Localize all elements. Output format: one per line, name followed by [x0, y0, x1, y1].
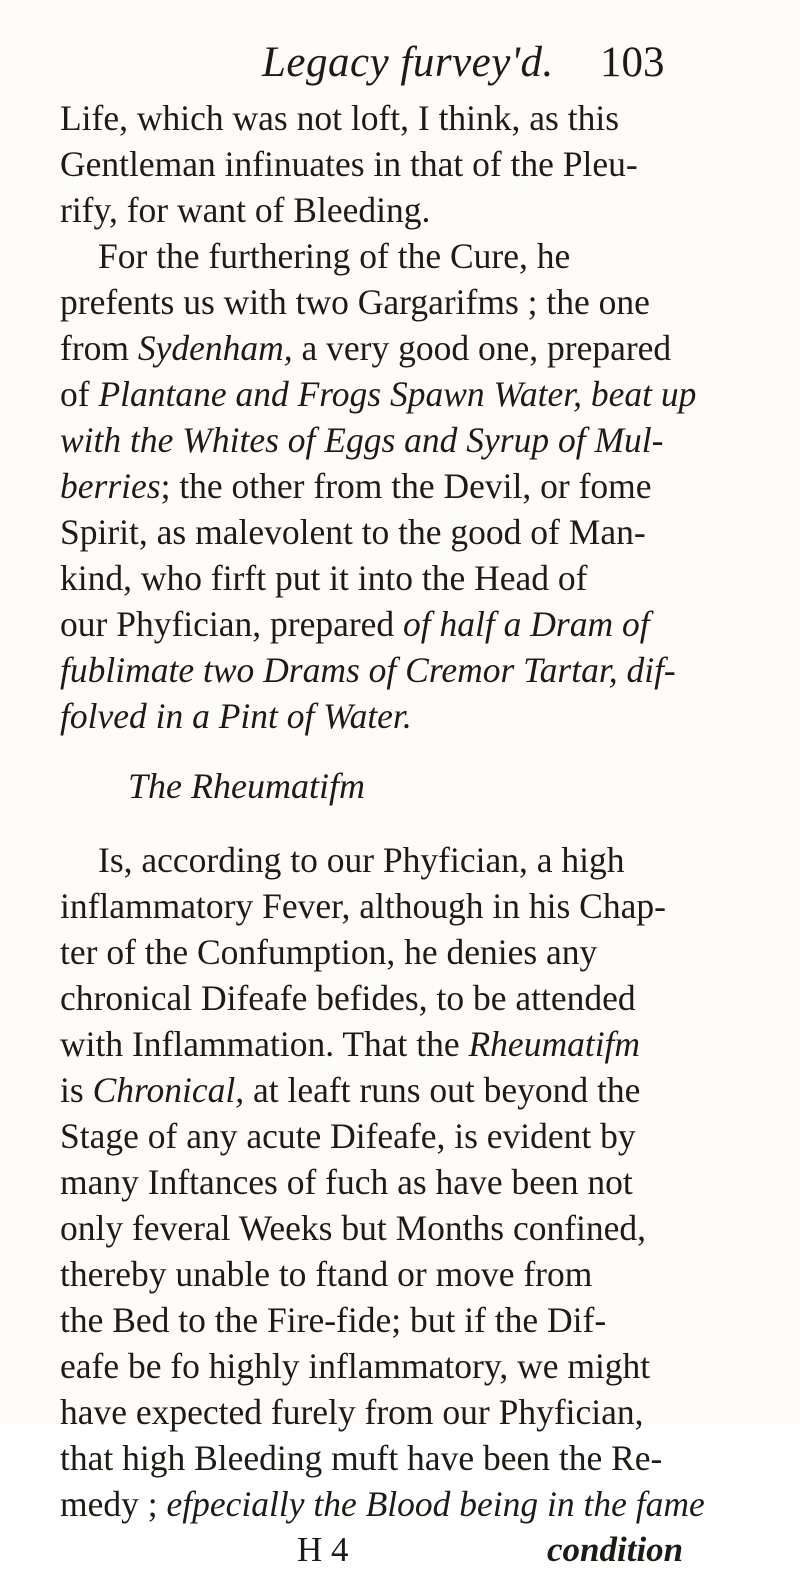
text-line: many Inftances of fuch as have been not [60, 1162, 633, 1202]
text-line: chronical Difeafe befides, to be attended [60, 978, 636, 1018]
italic-run: Plantane and Frogs Spawn Water, beat up [98, 374, 697, 414]
text-line [60, 601, 760, 647]
text-line: Stage of any acute Difeafe, is evident by [60, 1116, 636, 1156]
text-line: For the furthering of the Cure, he [98, 236, 571, 276]
text-run: of [60, 374, 99, 414]
text-line: Gentleman infinuates in that of the Pleu- [60, 144, 638, 184]
text-run: with Inflammation. That the [60, 1024, 469, 1064]
text-line: folved in a Pint of Water. [60, 696, 412, 736]
signature-mark: H 4 [297, 1530, 349, 1569]
text-run: is [60, 1070, 93, 1110]
text-run: a very good one, prepared [292, 328, 672, 368]
text-line: Life, which was not loft, I think, as this [60, 98, 620, 138]
text-line: rify, for want of Bleeding. [60, 190, 431, 230]
text-line: that high Bleeding muft have been the Re- [60, 1438, 663, 1478]
text-run: ; the other from the Devil, or fome [160, 466, 652, 506]
page-number: 103 [600, 39, 665, 86]
italic-run: berries [60, 466, 161, 506]
italic-run: Sydenham, [137, 328, 293, 368]
italic-run: efpecially the Blood being in the fame [166, 1484, 705, 1524]
text-line: prefents us with two Gargarifms ; the one [60, 282, 650, 322]
text-line [60, 463, 760, 509]
text-line [60, 1067, 760, 1113]
italic-run: Rheumatifm [468, 1024, 641, 1064]
text-line: ter of the Confumption, he denies any [60, 932, 598, 972]
text-line: fublimate two Drams of Cremor Tartar, dif- [60, 650, 676, 690]
text-line: kind, who firft put it into the Head of [60, 558, 588, 598]
page-footer [60, 1527, 760, 1573]
text-line [60, 1481, 760, 1527]
text-line: only feveral Weeks but Months confined, [60, 1208, 647, 1248]
text-run: medy ; [60, 1484, 167, 1524]
section-heading: The Rheumatifm [128, 766, 365, 806]
body-text [60, 95, 760, 1573]
text-run: our Phyfician, prepared [60, 604, 404, 644]
text-run: from [60, 328, 138, 368]
text-line: eafe be fo highly inflammatory, we might [60, 1346, 651, 1386]
text-line: have expected furely from our Phyfician, [60, 1392, 644, 1432]
text-line: thereby unable to ftand or move from [60, 1254, 593, 1294]
text-line: the Bed to the Fire-fide; but if the Dif- [60, 1300, 607, 1340]
text-line: with the Whites of Eggs and Syrup of Mul- [60, 420, 664, 460]
text-run: at leaft runs out beyond the [244, 1070, 641, 1110]
text-line [60, 1021, 760, 1067]
italic-run: of half a Dram of [403, 604, 650, 644]
text-line: Spirit, as malevolent to the good of Man- [60, 512, 646, 552]
text-line: inflammatory Fever, although in his Chap- [60, 886, 666, 926]
italic-run: Chronical, [92, 1070, 245, 1110]
running-title: Legacy furvey'd. [262, 39, 554, 86]
page-header [0, 38, 800, 98]
catchword: condition [547, 1530, 684, 1569]
text-line [60, 371, 760, 417]
text-line: Is, according to our Phyfician, a high [98, 840, 625, 880]
text-line [60, 325, 760, 371]
